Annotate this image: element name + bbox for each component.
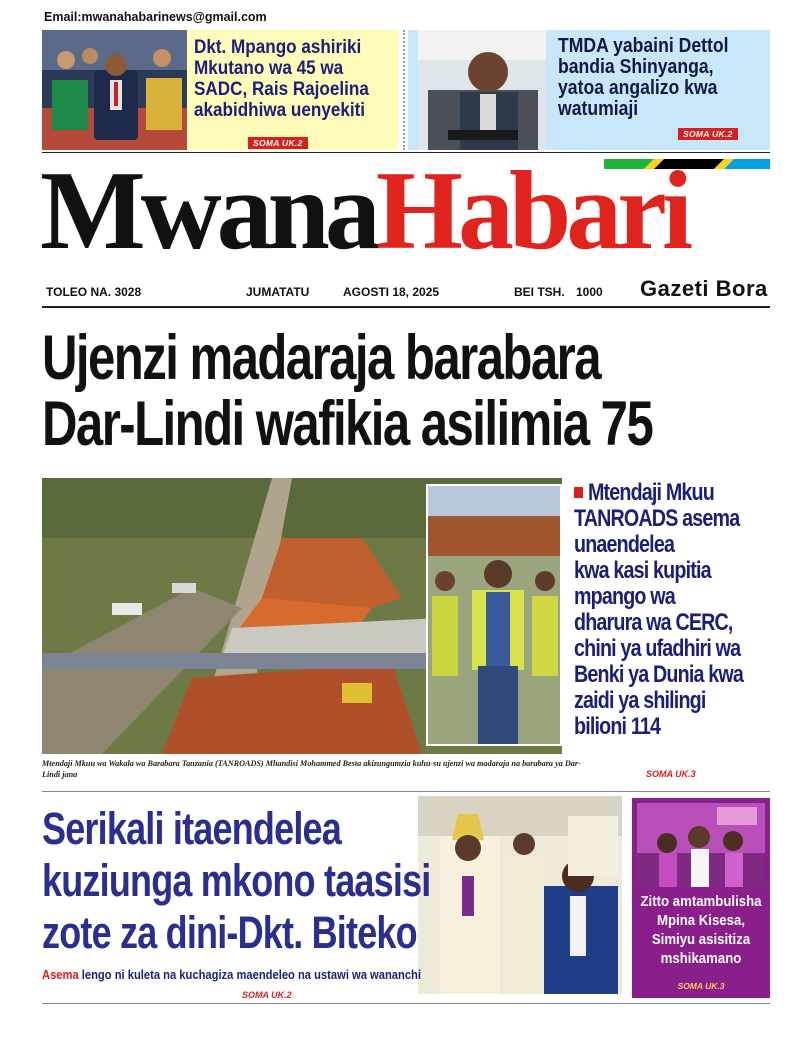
teaser-line: akabidhiwa uenyekiti xyxy=(194,100,366,121)
lead-deck-line: kwa kasi kupitia xyxy=(574,557,711,584)
zitto-headline-line: mshikamano xyxy=(660,950,742,967)
soma-link-zitto[interactable]: SOMA UK.3 xyxy=(677,981,725,991)
teaser-divider xyxy=(403,30,405,150)
teaser-photo-mpango xyxy=(42,30,187,150)
section-rule xyxy=(42,791,770,792)
zitto-headline-line: Simiyu asisitiza xyxy=(651,931,751,948)
teaser-line: yatoa angalizo kwa xyxy=(558,77,718,99)
lead-deck-line: unaendelea xyxy=(574,531,675,558)
lead-deck-line: bilioni 114 xyxy=(574,713,661,740)
lead-deck-line xyxy=(574,480,771,506)
lead-deck-line: mpango wa xyxy=(574,583,675,610)
lead-deck-line: chini ya ufadhiri wa xyxy=(574,635,741,662)
teaser-box-tmda[interactable] xyxy=(408,30,770,150)
zitto-headline xyxy=(640,892,761,968)
slogan: Gazeti Bora xyxy=(640,276,768,301)
zitto-story-box[interactable] xyxy=(632,798,770,998)
price-value: 1000 xyxy=(576,285,603,299)
second-headline-line: kuziunga mkono taasisi xyxy=(42,855,431,906)
soma-link-second[interactable]: SOMA UK.2 xyxy=(242,990,292,1000)
zitto-headline-line: Zitto amtambulisha xyxy=(640,893,762,910)
lead-photo-inset-besta xyxy=(426,484,562,746)
soma-link-teaser1[interactable]: SOMA UK.2 xyxy=(248,137,308,149)
masthead-part1: Mwana xyxy=(40,149,376,273)
issue-number: TOLEO NA. 3028 xyxy=(46,285,142,299)
teaser-line: watumiaji xyxy=(558,98,639,120)
lead-headline[interactable] xyxy=(42,325,775,457)
teaser-line: TMDA yabaini Dettol xyxy=(558,35,729,57)
subline-text: lengo ni kuleta na kuchagiza maendeleo na ustawi wa wananchi xyxy=(78,967,422,982)
teaser-headline-mpango xyxy=(194,37,397,121)
second-headline-line: Serikali itaendelea xyxy=(42,803,341,854)
teaser-line: Mkutano wa 45 wa xyxy=(194,58,344,79)
lead-deck-line: Benki ya Dunia kwa xyxy=(574,661,743,688)
email-address[interactable]: Email:mwanahabarinews@gmail.com xyxy=(44,10,267,24)
masthead-part2: Habari xyxy=(375,149,689,273)
lead-deck-line: TANROADS asema xyxy=(574,505,740,532)
teaser-box-mpango[interactable] xyxy=(42,30,398,150)
lead-photo-caption: Mtendaji Mkuu wa Wakala wa Barabara Tanzania (TANROADS) Mhandisi Mohammed Besta akizungumzia kuhu-su ujenzi wa madaraja na barabara ya Dar- Lindi jana xyxy=(42,759,581,779)
subline-lead-word: Asema xyxy=(42,967,79,982)
bullet-marker xyxy=(574,487,583,498)
teaser-line: SADC, Rais Rajoelina xyxy=(194,79,369,100)
masthead-rule xyxy=(42,306,770,308)
lead-headline-line: Dar-Lindi wafikia asilimia 75 xyxy=(42,389,653,459)
masthead-logo[interactable] xyxy=(40,150,780,272)
teaser-line: Dkt. Mpango ashiriki xyxy=(194,37,362,58)
second-headline-line: zote za dini-Dkt. Biteko xyxy=(42,907,417,958)
second-story-subline xyxy=(42,967,524,982)
issue-day: JUMATATU xyxy=(246,285,310,299)
teaser-line: bandia Shinyanga, xyxy=(558,56,714,78)
lead-deck-line: dharura wa CERC, xyxy=(574,609,733,636)
issue-date: AGOSTI 18, 2025 xyxy=(343,285,440,299)
lead-deck-text: Mtendaji Mkuu xyxy=(587,479,714,506)
lead-deck-line: zaidi ya shilingi xyxy=(574,687,706,714)
soma-link-lead[interactable]: SOMA UK.3 xyxy=(646,769,696,779)
zitto-photo xyxy=(637,803,765,887)
lead-deck[interactable] xyxy=(574,480,771,740)
teaser-headline-tmda xyxy=(558,36,765,120)
teaser-photo-tmda xyxy=(418,30,546,150)
lead-headline-line: Ujenzi madaraja barabara xyxy=(42,323,600,393)
bottom-rule xyxy=(42,1003,770,1004)
zitto-headline-line: Mpina Kisesa, xyxy=(656,912,746,929)
second-story-headline[interactable] xyxy=(42,803,466,959)
price-label: BEI TSH. xyxy=(514,285,565,299)
soma-link-teaser2[interactable]: SOMA UK.2 xyxy=(678,128,738,140)
